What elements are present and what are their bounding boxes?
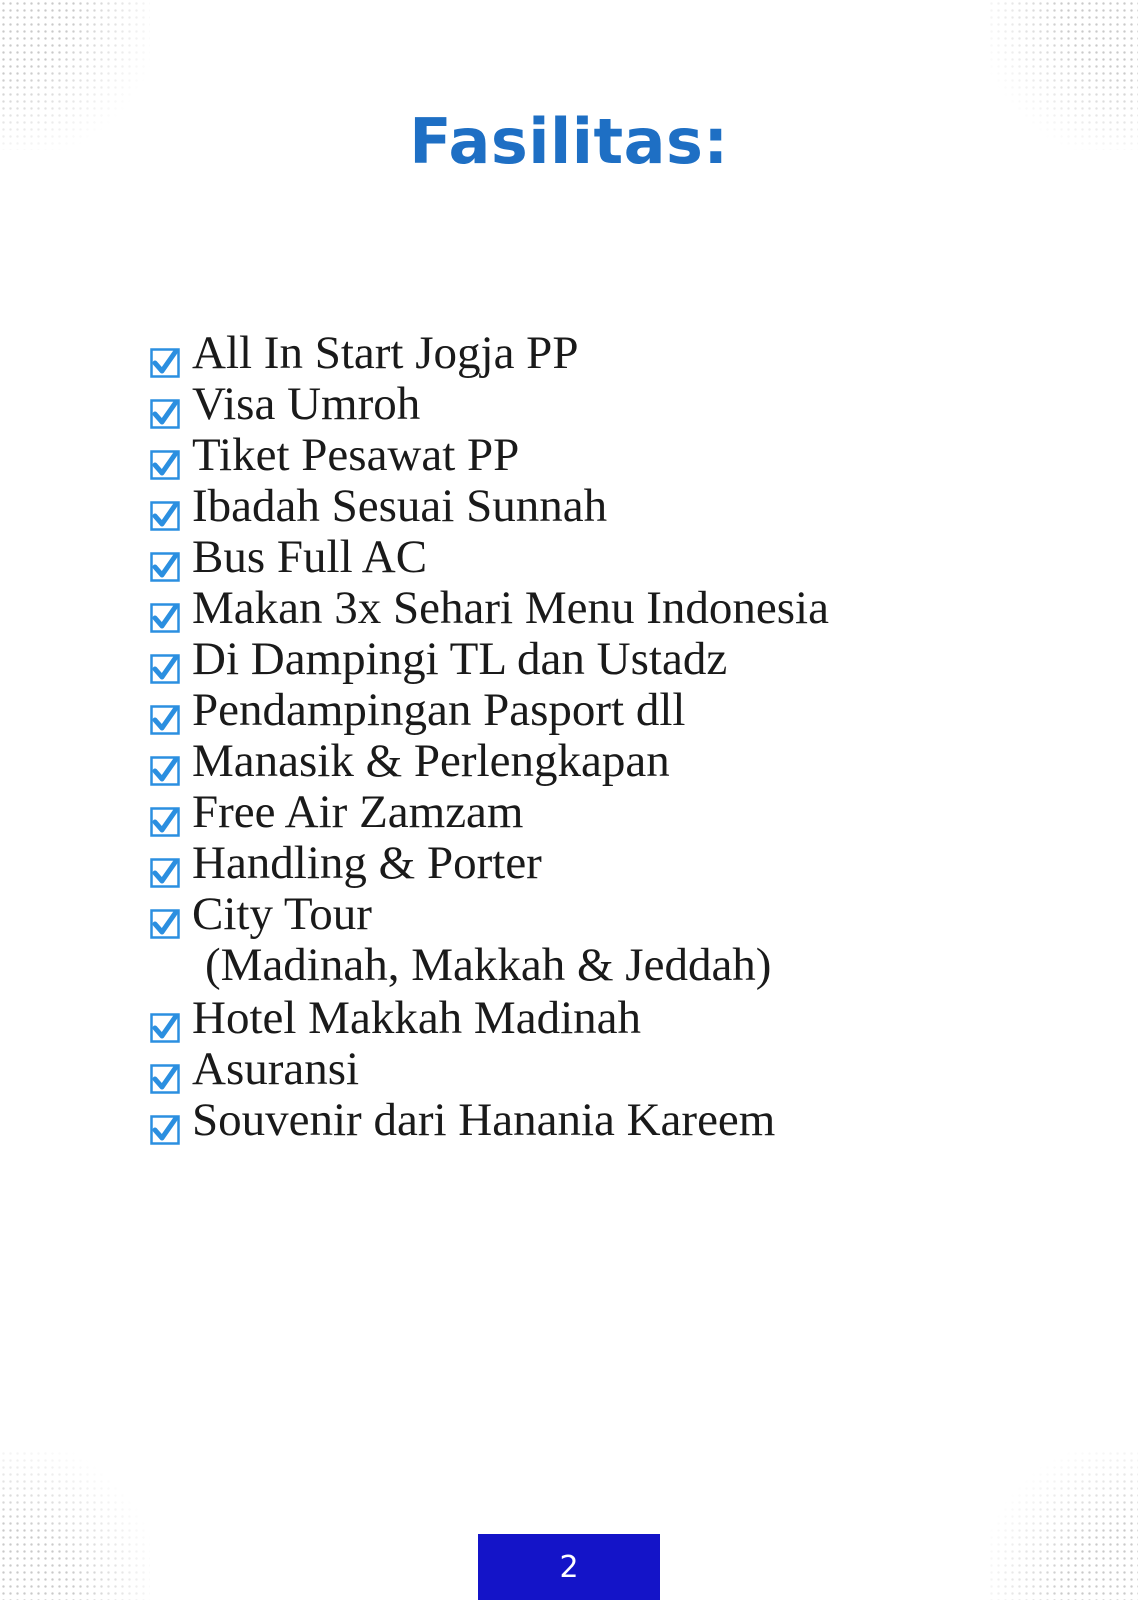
list-item — [150, 786, 1088, 838]
checkbox-checked-icon — [150, 807, 180, 837]
page-number-badge: 2 — [478, 1534, 660, 1600]
list-item — [150, 531, 1088, 583]
list-item-label: Manasik & Perlengkapan — [192, 735, 670, 787]
list-item-sublabel: (Madinah, Makkah & Jeddah) — [205, 939, 772, 991]
list-item — [150, 378, 1088, 430]
checkbox-checked-icon — [150, 705, 180, 735]
list-item-label: Hotel Makkah Madinah — [192, 992, 642, 1044]
list-item-label: Asuransi — [192, 1043, 360, 1095]
list-item-label: Souvenir dari Hanania Kareem — [192, 1094, 776, 1146]
list-item-label: Bus Full AC — [192, 531, 428, 583]
list-item — [150, 633, 1088, 685]
facilities-list — [150, 327, 1088, 1148]
list-item-label: Di Dampingi TL dan Ustadz — [192, 633, 728, 685]
list-item — [150, 684, 1088, 736]
checkbox-checked-icon — [150, 909, 180, 939]
list-item — [150, 1094, 1088, 1146]
checkbox-checked-icon — [150, 552, 180, 582]
list-item — [150, 888, 1088, 940]
checkbox-checked-icon — [150, 756, 180, 786]
list-item-label: City Tour — [192, 888, 372, 940]
checkbox-checked-icon — [150, 501, 180, 531]
list-item-label: Visa Umroh — [192, 378, 421, 430]
checkbox-checked-icon — [150, 450, 180, 480]
list-item — [150, 480, 1088, 532]
list-item — [150, 429, 1088, 481]
list-item — [150, 735, 1088, 787]
checkbox-checked-icon — [150, 1013, 180, 1043]
checkbox-checked-icon — [150, 399, 180, 429]
list-item — [150, 837, 1088, 889]
checkbox-checked-icon — [150, 858, 180, 888]
list-item — [150, 992, 1088, 1044]
list-item-label: All In Start Jogja PP — [192, 327, 579, 379]
list-item-label: Tiket Pesawat PP — [192, 429, 520, 481]
list-item-label: Ibadah Sesuai Sunnah — [192, 480, 608, 532]
list-item — [150, 1043, 1088, 1095]
checkbox-checked-icon — [150, 348, 180, 378]
decorative-dots-bottom-left — [0, 1450, 150, 1600]
checkbox-checked-icon — [150, 1064, 180, 1094]
list-item-label: Free Air Zamzam — [192, 786, 524, 838]
checkbox-checked-icon — [150, 654, 180, 684]
list-item — [150, 582, 1088, 634]
list-item-label: Handling & Porter — [192, 837, 542, 889]
page-title: Fasilitas: — [409, 105, 729, 178]
list-item — [150, 327, 1088, 379]
decorative-dots-bottom-right — [988, 1450, 1138, 1600]
checkbox-checked-icon — [150, 603, 180, 633]
list-item-label: Pendampingan Pasport dll — [192, 684, 686, 736]
checkbox-checked-icon — [150, 1115, 180, 1145]
list-item-label: Makan 3x Sehari Menu Indonesia — [192, 582, 829, 634]
